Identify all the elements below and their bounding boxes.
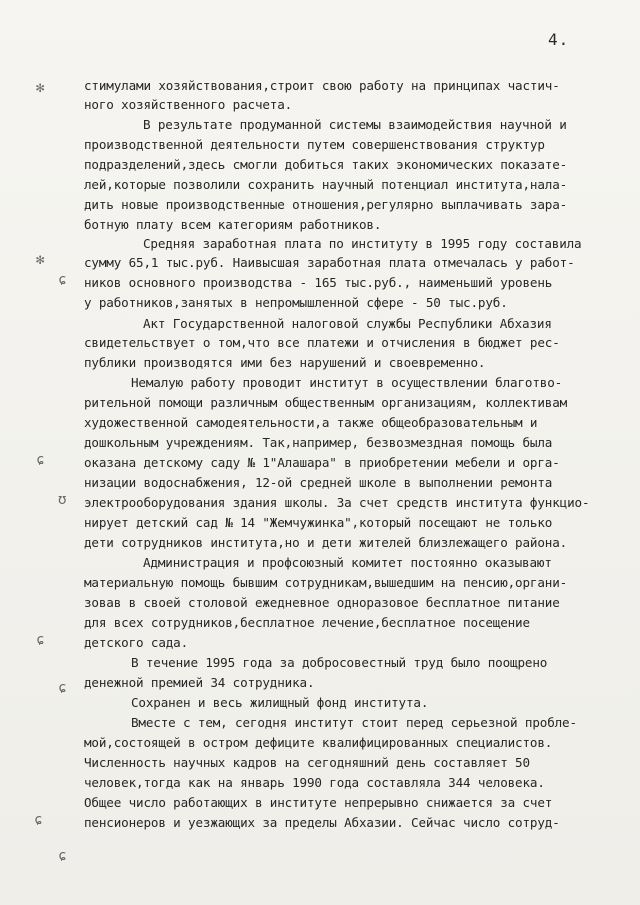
- text-line: мой,состоящей в остром дефиците квалифицированных специалистов.: [84, 735, 553, 750]
- text-line: человек,тогда как на январь 1990 года составляла 344 человека.: [84, 775, 545, 790]
- binding-mark: ɕ: [58, 680, 67, 696]
- text-line: Администрация и профсоюзный комитет постоянно оказывают: [143, 555, 552, 570]
- binding-mark: ✻: [36, 252, 45, 268]
- binding-mark: ɕ: [34, 812, 43, 828]
- binding-mark: ɕ: [36, 452, 45, 468]
- binding-mark: ɕ: [58, 848, 67, 864]
- text-line: ботную плату всем категориям работников.: [84, 217, 382, 232]
- text-line: у работников,занятых в непромышленной сфере - 50 тыс.руб.: [84, 295, 508, 310]
- text-line: свидетельствует о том,что все платежи и отчисления в бюджет рес-: [84, 335, 560, 350]
- text-line: Численность научных кадров на сегодняшний день составляет 50: [84, 755, 530, 770]
- text-line: В результате продуманной системы взаимодействия научной и: [143, 117, 567, 132]
- text-line: денежной премией 34 сотрудника.: [84, 675, 315, 690]
- binding-mark: ✻: [36, 80, 45, 96]
- text-line: электрооборудования здания школы. За счет средств института функцио-: [84, 495, 590, 510]
- text-line: оказана детскому саду № 1"Алашара" в приобретении мебели и орга-: [84, 455, 560, 470]
- page-number: 4.: [548, 30, 570, 49]
- text-line: пенсионеров и уезжающих за пределы Абхазии. Сейчас число сотруд-: [84, 815, 560, 830]
- text-line: Акт Государственной налоговой службы Республики Абхазия: [143, 316, 552, 331]
- text-line: производственной деятельности путем совершенствования структур: [84, 137, 545, 152]
- text-line: низации водоснабжения, 12-ой средней школе в выполнении ремонта: [84, 475, 553, 490]
- binding-mark: ʊ: [58, 492, 67, 508]
- text-line: зовав в своей столовой ежедневное одноразовое бесплатное питание: [84, 595, 560, 610]
- text-line: ного хозяйственного расчета.: [84, 97, 293, 112]
- text-line: для всех сотрудников,бесплатное лечение,бесплатное посещение: [84, 615, 530, 630]
- text-line: сумму 65,1 тыс.руб. Наивысшая заработная плата отмечалась у работ-: [84, 255, 575, 270]
- text-line: Вместе с тем, сегодня институт стоит перед серьезной пробле-: [131, 715, 577, 730]
- binding-mark: ɕ: [58, 272, 67, 288]
- text-line: рительной помощи различным общественным организациям, коллективам: [84, 395, 568, 410]
- binding-mark: ɕ: [36, 632, 45, 648]
- text-line: подразделений,здесь смогли добиться таких экономических показате-: [84, 157, 568, 172]
- text-line: дошкольным учреждениям. Так,например, безвозмездная помощь была: [84, 435, 553, 450]
- text-line: лей,которые позволили сохранить научный потенциал института,нала-: [84, 177, 568, 192]
- text-line: детского сада.: [84, 635, 189, 650]
- text-line: ников основного производства - 165 тыс.руб., наименьший уровень: [84, 275, 553, 290]
- text-line: Сохранен и весь жилищный фонд института.: [131, 695, 429, 710]
- text-line: дети сотрудников института,но и дети жителей близлежащего района.: [84, 535, 568, 550]
- text-line: Средняя заработная плата по институту в 1995 году составила: [143, 236, 582, 251]
- text-line: Общее число работающих в институте непрерывно снижается за счет: [84, 795, 553, 810]
- text-line: материальную помощь бывшим сотрудникам,вышедшим на пенсию,органи-: [84, 575, 568, 590]
- text-line: Немалую работу проводит институт в осуществлении благотво-: [131, 375, 563, 390]
- text-line: публики производятся ими без нарушений и своевременно.: [84, 355, 486, 370]
- text-line: художественной самодеятельности,а также общеобразовательным и: [84, 415, 538, 430]
- text-line: В течение 1995 года за добросовестный труд было поощрено: [131, 655, 548, 670]
- text-line: нирует детский сад № 14 "Жемчужинка",который посещают не только: [84, 515, 553, 530]
- text-line: дить новые производственные отношения,регулярно выплачивать зара-: [84, 197, 568, 212]
- text-line: стимулами хозяйствования,строит свою работу на принципах частич-: [84, 78, 560, 93]
